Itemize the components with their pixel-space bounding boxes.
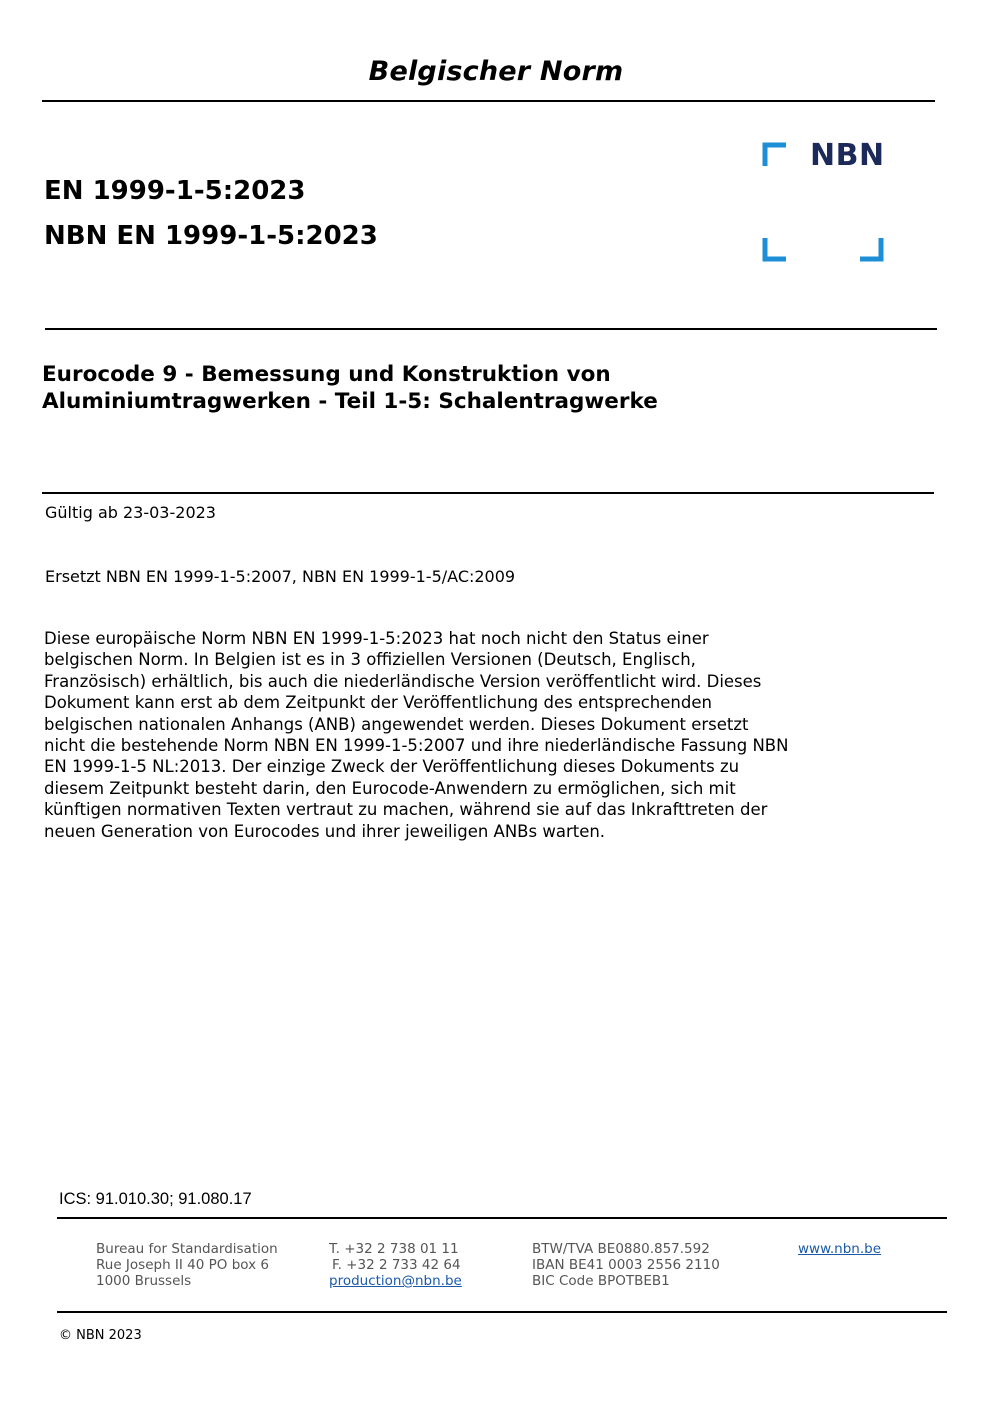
document-title bbox=[42, 361, 658, 415]
footer-phone: T. +32 2 738 01 11 bbox=[329, 1241, 459, 1257]
status-notice bbox=[44, 628, 904, 842]
address-line: 1000 Brussels bbox=[96, 1273, 192, 1289]
title-bottom-divider bbox=[42, 492, 934, 494]
notice-line: Französisch) erhältlich, bis auch die niederländische Version veröffentlicht wird. Dieses bbox=[44, 671, 762, 691]
address-line: Bureau for Standardisation bbox=[96, 1241, 278, 1257]
valid-from: Gültig ab 23-03-2023 bbox=[45, 503, 216, 522]
footer-bottom-divider bbox=[57, 1311, 947, 1313]
page-header-title: Belgischer Norm bbox=[368, 56, 624, 87]
replaces-notice: Ersetzt NBN EN 1999-1-5:2007, NBN EN 1999-1-5/AC:2009 bbox=[45, 567, 516, 586]
nbn-logo-text: NBN bbox=[810, 138, 885, 173]
footer-bank bbox=[532, 1241, 720, 1289]
logo-corner-bottom-right bbox=[860, 238, 881, 259]
notice-line: Dokument kann erst ab dem Zeitpunkt der Veröffentlichung des entsprechenden bbox=[44, 693, 712, 713]
notice-line: diesem Zeitpunkt besteht darin, den Eurocode-Anwendern zu ermöglichen, sich mit bbox=[44, 778, 736, 798]
standard-code-nbn: NBN EN 1999-1-5:2023 bbox=[44, 221, 378, 251]
footer-email-link[interactable]: production@nbn.be bbox=[329, 1273, 462, 1289]
notice-line: EN 1999-1-5 NL:2013. Der einzige Zweck der Veröffentlichung dieses Dokuments zu bbox=[44, 757, 740, 777]
logo-corner-bottom-left bbox=[765, 238, 786, 259]
footer-vat: BTW/TVA BE0880.857.592 bbox=[532, 1241, 710, 1257]
footer-top-divider bbox=[57, 1217, 947, 1219]
header-divider bbox=[42, 100, 935, 102]
footer-address bbox=[96, 1241, 278, 1289]
notice-line: künftigen normativen Texten vertraut zu machen, während sie auf das Inkrafttreten der bbox=[44, 800, 768, 820]
notice-line: neuen Generation von Eurocodes und ihrer jeweiligen ANBs warten. bbox=[44, 821, 606, 841]
footer-fax: F. +32 2 733 42 64 bbox=[332, 1257, 461, 1273]
footer-website-link[interactable]: www.nbn.be bbox=[798, 1241, 882, 1257]
notice-line: Diese europäische Norm NBN EN 1999-1-5:2023 hat noch nicht den Status einer bbox=[44, 629, 709, 648]
copyright: © NBN 2023 bbox=[59, 1328, 142, 1343]
title-top-divider bbox=[45, 328, 937, 330]
logo-corner-top-left bbox=[765, 145, 786, 166]
address-line: Rue Joseph II 40 PO box 6 bbox=[96, 1257, 269, 1273]
footer-bic: BIC Code BPOTBEB1 bbox=[532, 1273, 670, 1289]
notice-line: nicht die bestehende Norm NBN EN 1999-1-5:2007 und ihre niederländische Fassung NBN bbox=[44, 736, 789, 756]
nbn-logo bbox=[760, 140, 886, 264]
footer-web bbox=[798, 1241, 881, 1257]
notice-line: belgischen Norm. In Belgien ist es in 3 offiziellen Versionen (Deutsch, Englisch, bbox=[44, 650, 696, 670]
notice-line: belgischen nationalen Anhangs (ANB) angewendet werden. Dieses Dokument ersetzt bbox=[44, 714, 749, 734]
document-title-line-1: Eurocode 9 - Bemessung und Konstruktion von bbox=[42, 362, 611, 387]
footer-iban: IBAN BE41 0003 2556 2110 bbox=[532, 1257, 720, 1273]
document-title-line-2: Aluminiumtragwerken - Teil 1-5: Schalentragwerke bbox=[42, 389, 658, 414]
footer-contact bbox=[329, 1241, 462, 1289]
standard-code-en: EN 1999-1-5:2023 bbox=[44, 176, 306, 206]
ics-codes: ICS: 91.010.30; 91.080.17 bbox=[59, 1190, 252, 1208]
